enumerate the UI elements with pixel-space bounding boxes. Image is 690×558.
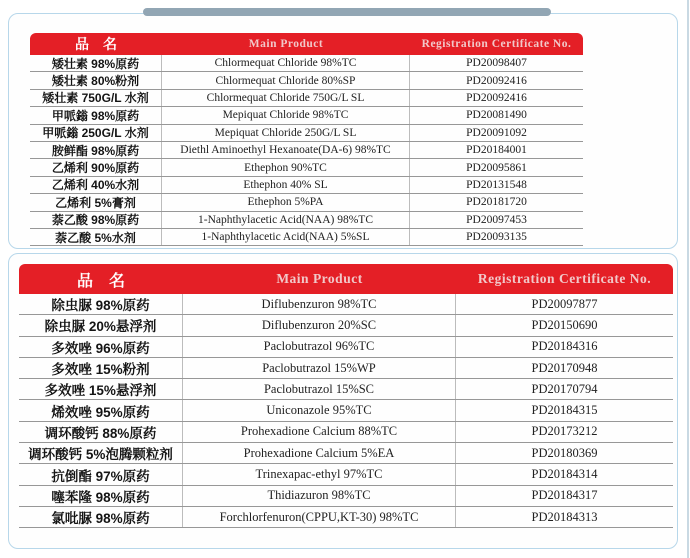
column-header-registration-no: Registration Certificate No. (421, 38, 572, 50)
table-row (19, 464, 673, 485)
table-row (30, 159, 583, 176)
registration-no: PD20170794 (531, 381, 598, 396)
table-row (19, 422, 673, 443)
product-name-cn: 甲哌鎓 98%原药 (30, 107, 162, 123)
registration-no: PD20097453 (466, 213, 527, 226)
main-product: Chlormequat Chloride 98%TC (162, 55, 410, 71)
product-table-2 (19, 264, 673, 528)
product-name-cn: 乙烯利 90%原药 (30, 159, 162, 175)
registration-no: PD20093135 (466, 231, 527, 244)
main-product: Ethephon 90%TC (162, 159, 410, 175)
registration-no: PD20095861 (466, 161, 527, 174)
main-product: Chlormequat Chloride 80%SP (162, 72, 410, 88)
main-product: Mepiquat Chloride 98%TC (162, 107, 410, 123)
table-row (19, 443, 673, 464)
main-product: 1-Naphthylacetic Acid(NAA) 5%SL (162, 229, 410, 245)
table-row (30, 229, 583, 246)
main-product: Ethephon 5%PA (162, 194, 410, 210)
product-name-cn: 抗倒酯 97%原药 (19, 464, 183, 484)
main-product: Paclobutrazol 15%WP (183, 358, 456, 378)
table-body (30, 55, 583, 246)
main-product: Uniconazole 95%TC (183, 400, 456, 420)
registration-no: PD20081490 (466, 109, 527, 122)
product-name-cn: 调环酸钙 88%原药 (19, 422, 183, 442)
registration-no: PD20180369 (531, 445, 598, 460)
registration-no: PD20097877 (531, 296, 598, 311)
column-header-main-product: Main Product (248, 38, 324, 50)
registration-no: PD20098407 (466, 57, 527, 70)
table-row (19, 358, 673, 379)
table-row (19, 337, 673, 358)
product-name-cn: 矮壮素 80%粉剂 (30, 72, 162, 88)
main-product: Chlormequat Chloride 750G/L SL (162, 90, 410, 106)
product-name-cn: 矮壮素 98%原药 (30, 55, 162, 71)
product-name-cn: 多效唑 96%原药 (19, 337, 183, 357)
main-product: Diethl Aminoethyl Hexanoate(DA-6) 98%TC (162, 142, 410, 158)
registration-no: PD20184316 (531, 339, 598, 354)
table-header-row (30, 33, 583, 55)
product-name-cn: 萘乙酸 98%原药 (30, 212, 162, 228)
registration-no: PD20184314 (531, 467, 598, 482)
registration-no: PD20184001 (466, 144, 527, 157)
main-product: Diflubenzuron 98%TC (183, 294, 456, 314)
product-name-cn: 多效唑 15%粉剂 (19, 358, 183, 378)
top-decorative-bar (143, 8, 551, 16)
column-header-main-product: Main Product (276, 271, 363, 286)
registration-no: PD20184313 (531, 509, 598, 524)
table-row (30, 72, 583, 89)
product-table-card-1 (8, 13, 678, 249)
product-name-cn: 甲哌鎓 250G/L 水剂 (30, 125, 162, 141)
table-row (19, 315, 673, 336)
product-name-cn: 乙烯利 40%水剂 (30, 177, 162, 193)
main-product: Paclobutrazol 96%TC (183, 337, 456, 357)
registration-no: PD20092416 (466, 74, 527, 87)
main-product: 1-Naphthylacetic Acid(NAA) 98%TC (162, 212, 410, 228)
product-name-cn: 矮壮素 750G/L 水剂 (30, 90, 162, 106)
product-table-1 (30, 33, 583, 246)
main-product: Diflubenzuron 20%SC (183, 315, 456, 335)
product-name-cn: 萘乙酸 5%水剂 (30, 229, 162, 245)
table-row (30, 107, 583, 124)
registration-no: PD20150690 (531, 317, 598, 332)
column-header-product-name-cn: 品 名 (75, 36, 117, 52)
table-row (19, 400, 673, 421)
table-row (30, 90, 583, 107)
column-header-registration-no: Registration Certificate No. (477, 271, 652, 286)
table-row (30, 212, 583, 229)
product-name-cn: 乙烯利 5%膏剂 (30, 194, 162, 210)
product-name-cn: 多效唑 15%悬浮剂 (19, 379, 183, 399)
table-row (30, 194, 583, 211)
page-edge-divider (687, 0, 689, 558)
table-header-row (19, 264, 673, 294)
registration-no: PD20184317 (531, 488, 598, 503)
product-name-cn: 烯效唑 95%原药 (19, 400, 183, 420)
main-product: Prohexadione Calcium 5%EA (183, 443, 456, 463)
registration-no: PD20184315 (531, 403, 598, 418)
main-product: Mepiquat Chloride 250G/L SL (162, 125, 410, 141)
table-body (19, 294, 673, 528)
table-row (30, 142, 583, 159)
registration-no: PD20170948 (531, 360, 598, 375)
main-product: Ethephon 40% SL (162, 177, 410, 193)
table-row (19, 294, 673, 315)
table-row (19, 379, 673, 400)
registration-no: PD20131548 (466, 178, 527, 191)
registration-no: PD20092416 (466, 91, 527, 104)
table-row (19, 507, 673, 528)
main-product: Paclobutrazol 15%SC (183, 379, 456, 399)
main-product: Trinexapac-ethyl 97%TC (183, 464, 456, 484)
table-row (30, 55, 583, 72)
product-name-cn: 氯吡脲 98%原药 (19, 507, 183, 527)
table-row (30, 125, 583, 142)
product-name-cn: 胺鲜酯 98%原药 (30, 142, 162, 158)
product-name-cn: 噻苯隆 98%原药 (19, 486, 183, 506)
product-name-cn: 调环酸钙 5%泡腾颗粒剂 (19, 443, 183, 463)
main-product: Forchlorfenuron(CPPU,KT-30) 98%TC (183, 507, 456, 527)
table-row (30, 177, 583, 194)
registration-no: PD20181720 (466, 196, 527, 209)
registration-no: PD20173212 (531, 424, 598, 439)
main-product: Thidiazuron 98%TC (183, 486, 456, 506)
table-row (19, 486, 673, 507)
product-name-cn: 除虫脲 20%悬浮剂 (19, 315, 183, 335)
column-header-product-name-cn: 品 名 (76, 272, 125, 290)
main-product: Prohexadione Calcium 88%TC (183, 422, 456, 442)
product-table-card-2 (8, 253, 678, 549)
registration-no: PD20091092 (466, 126, 527, 139)
product-name-cn: 除虫脲 98%原药 (19, 294, 183, 314)
